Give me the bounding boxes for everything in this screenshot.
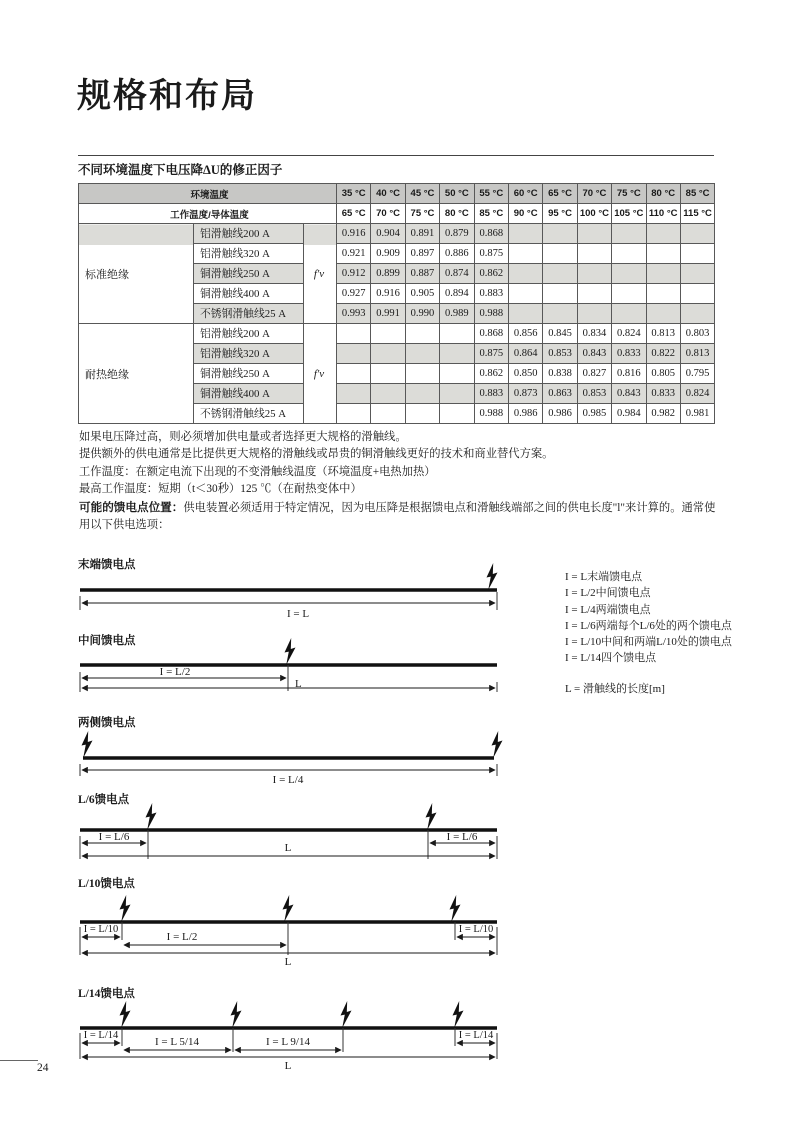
dimension-label: I = L/4 xyxy=(272,774,304,786)
header-label: 工作温度/导体温度 xyxy=(79,204,337,224)
value-cell xyxy=(612,224,646,244)
value-cell: 0.843 xyxy=(577,344,611,364)
section-title: 不同环境温度下电压降ΔU的修正因子 xyxy=(78,163,283,177)
value-cell: 0.863 xyxy=(543,384,577,404)
value-cell xyxy=(577,244,611,264)
value-cell xyxy=(508,264,542,284)
dimension-label: L xyxy=(295,678,302,690)
note-line: 提供额外的供电通常是比提供更大规格的滑触线或昂贵的铜滑触线更好的技术和商业替代方案。 xyxy=(79,448,554,461)
value-cell: 0.985 xyxy=(577,404,611,424)
value-cell: 0.899 xyxy=(371,264,405,284)
dimension-label: I = L/10 xyxy=(83,924,119,935)
value-cell: 0.824 xyxy=(680,384,714,404)
value-cell: 0.891 xyxy=(405,224,439,244)
value-cell: 0.982 xyxy=(646,404,680,424)
group-label: 耐热绝缘 xyxy=(79,324,194,424)
legend-line: I = L/2中间馈电点 xyxy=(565,587,651,600)
dimension-label: I = L/6 xyxy=(98,831,130,843)
table-row xyxy=(79,224,715,244)
value-cell: 0.824 xyxy=(612,324,646,344)
value-cell xyxy=(371,324,405,344)
conductor-label: 不锈钢滑触线25 A xyxy=(194,404,304,424)
value-cell xyxy=(680,284,714,304)
page-title: 规格和布局 xyxy=(77,78,257,115)
section-rule xyxy=(78,155,714,156)
value-cell: 0.981 xyxy=(680,404,714,424)
value-cell: 0.916 xyxy=(337,224,371,244)
value-cell: 0.803 xyxy=(680,324,714,344)
value-cell: 0.986 xyxy=(508,404,542,424)
value-cell xyxy=(612,304,646,324)
value-cell: 0.813 xyxy=(646,324,680,344)
conductor-label: 不锈钢滑触线25 A xyxy=(194,304,304,324)
value-cell: 0.864 xyxy=(508,344,542,364)
value-cell xyxy=(405,344,439,364)
diagram-both-ends-feed xyxy=(70,714,520,786)
factor-symbol: f'v xyxy=(304,324,337,424)
note-line: 工作温度：在额定电流下出现的不变滑触线温度（环境温度+电热加热） xyxy=(79,465,436,478)
value-cell xyxy=(577,304,611,324)
header-cell: 100 °C xyxy=(577,204,611,224)
value-cell: 0.883 xyxy=(474,384,508,404)
value-cell xyxy=(543,244,577,264)
value-cell: 0.816 xyxy=(612,364,646,384)
dimension-label: L xyxy=(284,842,292,854)
value-cell: 0.886 xyxy=(440,244,474,264)
value-cell: 0.988 xyxy=(474,304,508,324)
value-cell: 0.795 xyxy=(680,364,714,384)
dimension-label: L xyxy=(284,956,292,968)
value-cell xyxy=(508,304,542,324)
diagram-end-feed xyxy=(70,552,520,630)
dimension-label: I = L/14 xyxy=(458,1030,494,1041)
header-cell: 105 °C xyxy=(612,204,646,224)
value-cell xyxy=(508,224,542,244)
table-header-ambient xyxy=(79,184,715,204)
header-cell: 80 °C xyxy=(440,204,474,224)
value-cell: 0.986 xyxy=(543,404,577,424)
value-cell: 0.853 xyxy=(543,344,577,364)
lightning-bolt-icon xyxy=(283,895,294,922)
value-cell xyxy=(612,284,646,304)
note-line: 最高工作温度：短期（t＜30秒）125 ℃（在耐热变体中） xyxy=(79,483,362,496)
value-cell: 0.813 xyxy=(680,344,714,364)
value-cell: 0.904 xyxy=(371,224,405,244)
value-cell xyxy=(543,264,577,284)
header-cell: 85 °C xyxy=(680,184,714,204)
conductor-label: 铜滑触线250 A xyxy=(194,264,304,284)
value-cell xyxy=(371,384,405,404)
lightning-bolt-icon xyxy=(146,803,157,830)
factor-symbol: f'v xyxy=(304,224,337,324)
header-cell: 75 °C xyxy=(405,204,439,224)
value-cell: 0.993 xyxy=(337,304,371,324)
feed-point-note-lead: 可能的馈电点位置： xyxy=(79,500,184,514)
value-cell: 0.875 xyxy=(474,244,508,264)
value-cell: 0.822 xyxy=(646,344,680,364)
value-cell xyxy=(577,264,611,284)
dimension-label: I = L xyxy=(286,608,310,620)
value-cell xyxy=(405,384,439,404)
value-cell: 0.843 xyxy=(612,384,646,404)
diagram-title: L/6馈电点 xyxy=(78,794,130,806)
lightning-bolt-icon xyxy=(426,803,437,830)
value-cell xyxy=(337,344,371,364)
value-cell: 0.984 xyxy=(612,404,646,424)
header-cell: 90 °C xyxy=(508,204,542,224)
value-cell: 0.905 xyxy=(405,284,439,304)
value-cell: 0.909 xyxy=(371,244,405,264)
value-cell xyxy=(680,244,714,264)
diagram-l14-feed xyxy=(70,984,520,1084)
value-cell xyxy=(680,224,714,244)
dimension-label: I = L/6 xyxy=(446,831,478,843)
header-cell: 70 °C xyxy=(577,184,611,204)
feed-point-legend xyxy=(565,569,785,696)
value-cell xyxy=(646,244,680,264)
header-cell: 60 °C xyxy=(508,184,542,204)
value-cell: 0.875 xyxy=(474,344,508,364)
diagram-title: L/10馈电点 xyxy=(78,878,135,890)
value-cell xyxy=(543,224,577,244)
value-cell xyxy=(646,304,680,324)
lightning-bolt-icon xyxy=(453,1001,464,1028)
value-cell xyxy=(680,304,714,324)
value-cell xyxy=(337,384,371,404)
value-cell xyxy=(646,284,680,304)
value-cell xyxy=(612,264,646,284)
value-cell xyxy=(405,324,439,344)
value-cell xyxy=(337,364,371,384)
value-cell xyxy=(440,364,474,384)
conductor-label: 铝滑触线320 A xyxy=(194,244,304,264)
table-header-working xyxy=(79,204,715,224)
footer-rule xyxy=(0,1060,38,1061)
header-cell: 35 °C xyxy=(337,184,371,204)
value-cell xyxy=(646,224,680,244)
lightning-bolt-icon xyxy=(231,1001,242,1028)
table xyxy=(78,183,715,424)
conductor-label: 铝滑触线320 A xyxy=(194,344,304,364)
conductor-label: 铝滑触线200 A xyxy=(194,324,304,344)
value-cell: 0.833 xyxy=(612,344,646,364)
header-cell: 40 °C xyxy=(371,184,405,204)
value-cell xyxy=(646,264,680,284)
header-cell: 115 °C xyxy=(680,204,714,224)
value-cell: 0.873 xyxy=(508,384,542,404)
value-cell xyxy=(337,324,371,344)
value-cell: 0.883 xyxy=(474,284,508,304)
value-cell xyxy=(371,344,405,364)
value-cell: 0.927 xyxy=(337,284,371,304)
value-cell: 0.897 xyxy=(405,244,439,264)
value-cell xyxy=(508,284,542,304)
header-cell: 80 °C xyxy=(646,184,680,204)
header-cell: 65 °C xyxy=(543,184,577,204)
legend-length-note: L = 滑触线的长度[m] xyxy=(565,682,665,695)
lightning-bolt-icon xyxy=(120,1001,131,1028)
value-cell xyxy=(337,404,371,424)
value-cell xyxy=(612,244,646,264)
lightning-bolt-icon xyxy=(450,895,461,922)
dimension-label: I = L/2 xyxy=(166,931,198,943)
value-cell: 0.912 xyxy=(337,264,371,284)
value-cell xyxy=(543,284,577,304)
diagram-l10-feed xyxy=(70,874,520,970)
value-cell: 0.838 xyxy=(543,364,577,384)
diagram-middle-feed xyxy=(70,630,520,702)
value-cell: 0.845 xyxy=(543,324,577,344)
conductor-label: 铜滑触线400 A xyxy=(194,384,304,404)
value-cell: 0.991 xyxy=(371,304,405,324)
value-cell xyxy=(371,404,405,424)
value-cell xyxy=(508,244,542,264)
feed-point-note: 可能的馈电点位置：供电装置必须适用于特定情况，因为电压降是根据馈电点和滑触线端部之间的供电长度"l"来计算的。通常使用以下供电选项： xyxy=(79,500,716,532)
value-cell: 0.989 xyxy=(440,304,474,324)
value-cell: 0.827 xyxy=(577,364,611,384)
dimension-label: I = L/10 xyxy=(458,924,494,935)
diagram-title: L/14馈电点 xyxy=(78,988,135,1000)
value-cell: 0.921 xyxy=(337,244,371,264)
lightning-bolt-icon xyxy=(487,563,498,590)
dimension-label: I = L 5/14 xyxy=(155,1036,199,1048)
lightning-bolt-icon xyxy=(285,638,296,665)
lightning-bolt-icon xyxy=(492,731,503,758)
diagram-l6-feed xyxy=(70,790,520,870)
value-cell: 0.887 xyxy=(405,264,439,284)
value-cell xyxy=(405,364,439,384)
header-cell: 45 °C xyxy=(405,184,439,204)
value-cell: 0.868 xyxy=(474,224,508,244)
table-row xyxy=(79,324,715,344)
header-cell: 95 °C xyxy=(543,204,577,224)
value-cell: 0.990 xyxy=(405,304,439,324)
header-label: 环境温度 xyxy=(79,184,337,204)
header-cell: 110 °C xyxy=(646,204,680,224)
conductor-label: 铝滑触线200 A xyxy=(194,224,304,244)
value-cell: 0.916 xyxy=(371,284,405,304)
lightning-bolt-icon xyxy=(82,731,93,758)
lightning-bolt-icon xyxy=(120,895,131,922)
value-cell: 0.856 xyxy=(508,324,542,344)
value-cell xyxy=(440,404,474,424)
header-cell: 55 °C xyxy=(474,184,508,204)
value-cell: 0.874 xyxy=(440,264,474,284)
diagram-title: 中间馈电点 xyxy=(78,635,136,647)
value-cell: 0.862 xyxy=(474,264,508,284)
value-cell: 0.868 xyxy=(474,324,508,344)
legend-line: I = L/10中间和两端L/10处的馈电点 xyxy=(565,636,732,649)
notes-block xyxy=(79,429,719,534)
value-cell: 0.862 xyxy=(474,364,508,384)
value-cell: 0.988 xyxy=(474,404,508,424)
header-cell: 75 °C xyxy=(612,184,646,204)
value-cell xyxy=(543,304,577,324)
page-number: 24 xyxy=(37,1062,49,1074)
value-cell: 0.834 xyxy=(577,324,611,344)
value-cell xyxy=(371,364,405,384)
value-cell xyxy=(577,284,611,304)
diagram-title: 两侧馈电点 xyxy=(78,717,136,729)
correction-factor-table xyxy=(78,183,715,424)
group-label: 标准绝缘 xyxy=(79,224,194,324)
conductor-label: 铜滑触线250 A xyxy=(194,364,304,384)
value-cell xyxy=(577,224,611,244)
value-cell: 0.805 xyxy=(646,364,680,384)
header-cell: 70 °C xyxy=(371,204,405,224)
value-cell xyxy=(405,404,439,424)
note-line: 如果电压降过高，则必须增加供电量或者选择更大规格的滑触线。 xyxy=(79,431,407,443)
dimension-label: I = L/14 xyxy=(83,1030,119,1041)
value-cell: 0.850 xyxy=(508,364,542,384)
value-cell: 0.879 xyxy=(440,224,474,244)
legend-line: I = L/14四个馈电点 xyxy=(565,652,657,665)
legend-line: I = L/4两端馈电点 xyxy=(565,603,651,616)
dimension-label: L xyxy=(284,1060,292,1072)
header-cell: 50 °C xyxy=(440,184,474,204)
value-cell: 0.833 xyxy=(646,384,680,404)
legend-line: I = L/6两端每个L/6处的两个馈电点 xyxy=(565,619,732,632)
value-cell xyxy=(440,344,474,364)
legend-line: I = L末端馈电点 xyxy=(565,571,643,583)
value-cell xyxy=(440,384,474,404)
value-cell xyxy=(440,324,474,344)
dimension-label: I = L 9/14 xyxy=(266,1036,310,1048)
value-cell xyxy=(680,264,714,284)
value-cell: 0.853 xyxy=(577,384,611,404)
lightning-bolt-icon xyxy=(341,1001,352,1028)
header-cell: 65 °C xyxy=(337,204,371,224)
value-cell: 0.894 xyxy=(440,284,474,304)
header-cell: 85 °C xyxy=(474,204,508,224)
conductor-label: 铜滑触线400 A xyxy=(194,284,304,304)
diagram-title: 末端馈电点 xyxy=(78,559,136,571)
dimension-label: I = L/2 xyxy=(159,666,191,678)
